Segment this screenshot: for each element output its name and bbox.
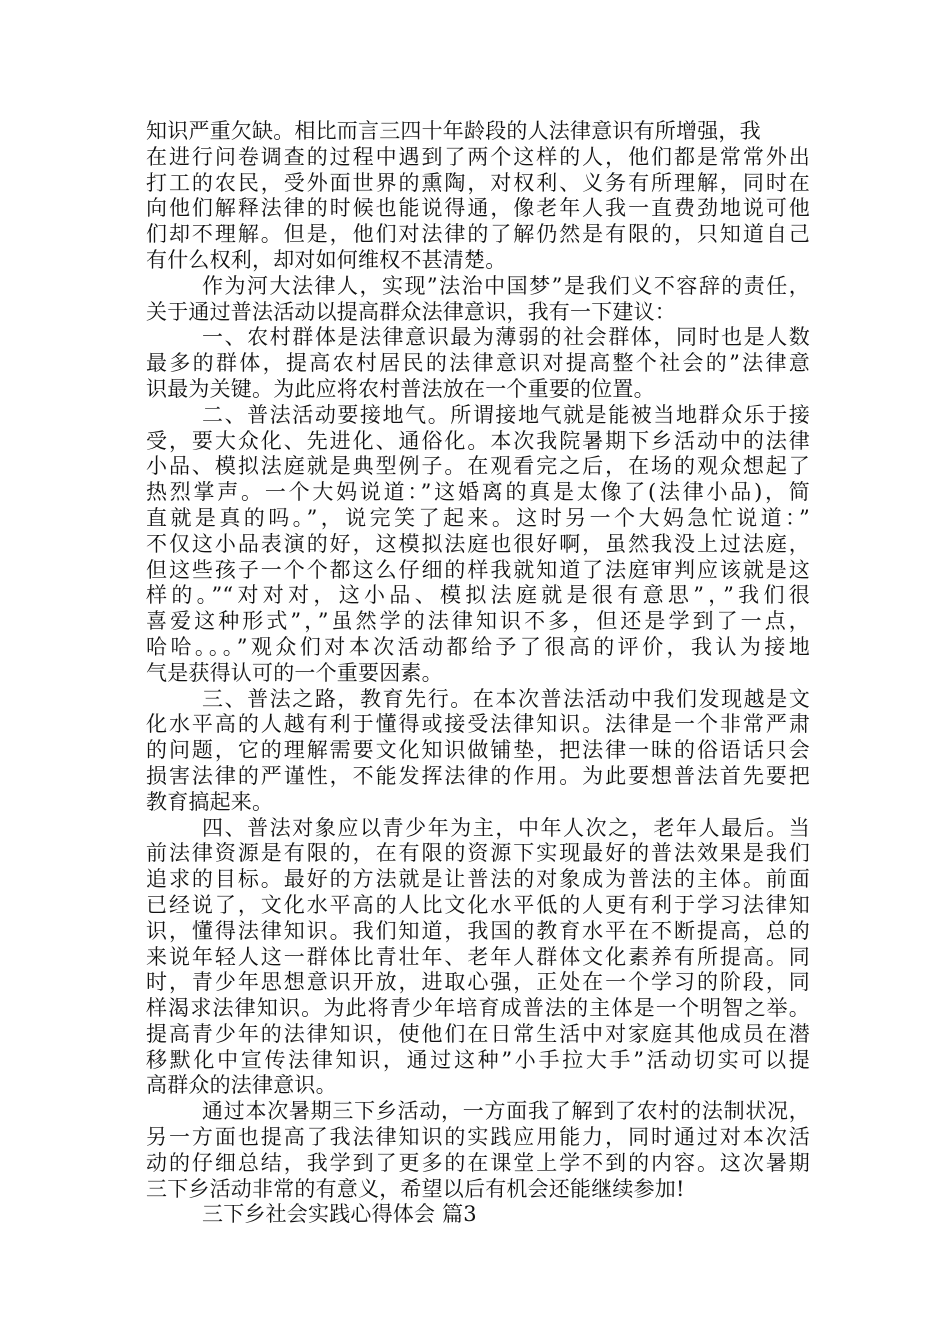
paragraph-line: 哈哈。。。”观众们对本次活动都给予了很高的评价，我认为接地 [146,634,810,659]
paragraph-line: 打工的农民，受外面世界的熏陶，对权利、义务有所理解，同时在 [146,170,810,195]
section-heading: 三下乡社会实践心得体会 篇3 [202,1202,477,1227]
paragraph-line: 有什么权利，却对如何维权不甚清楚。 [146,247,507,272]
paragraph-line: 三、普法之路，教育先行。在本次普法活动中我们发现越是文 [202,686,810,711]
paragraph-line: 样的。”“对对对，这小品、模拟法庭就是很有意思”，”我们很 [146,583,810,608]
paragraph-line: 损害法律的严谨性，不能发挥法律的作用。为此要想普法首先要把 [146,763,810,788]
paragraph-line: 来说年轻人这一群体比青壮年、老年人群体文化素养有所提高。同 [146,944,810,969]
paragraph-line: 一、农村群体是法律意识最为薄弱的社会群体，同时也是人数 [202,325,810,350]
paragraph-line: 另一方面也提高了我法律知识的实践应用能力，同时通过对本次活 [146,1125,810,1150]
paragraph-line: 追求的目标。最好的方法就是让普法的对象成为普法的主体。前面 [146,867,810,892]
paragraph-line: 高群众的法律意识。 [146,1073,337,1098]
paragraph-line: 的问题，它的理解需要文化知识做铺垫，把法律一昧的俗语话只会 [146,738,810,763]
paragraph-line: 小品、模拟法庭就是典型例子。在观看完之后，在场的观众想起了 [146,454,810,479]
paragraph-line: 们却不理解。但是，他们对法律的了解仍然是有限的，只知道自己 [146,222,810,247]
paragraph-line: 直就是真的吗。”，说完笑了起来。这时另一个大妈急忙说道：” [146,505,810,530]
paragraph-line: 最多的群体，提高农村居民的法律意识对提高整个社会的”法律意 [146,351,810,376]
paragraph-line: 通过本次暑期三下乡活动，一方面我了解到了农村的法制状况， [202,1099,810,1124]
paragraph-line: 已经说了，文化水平高的人比文化水平低的人更有利于学习法律知 [146,892,810,917]
paragraph-line: 二、普法活动要接地气。所谓接地气就是能被当地群众乐于接 [202,402,810,427]
paragraph-line: 四、普法对象应以青少年为主，中年人次之，老年人最后。当 [202,815,810,840]
paragraph-line: 不仅这小品表演的好，这模拟法庭也很好啊，虽然我没上过法庭， [146,531,810,556]
paragraph-line: 识，懂得法律知识。我们知道，我国的教育水平在不断提高，总的 [146,918,810,943]
paragraph-line: 前法律资源是有限的，在有限的资源下实现最好的普法效果是我们 [146,841,810,866]
paragraph-line: 关于通过普法活动以提高群众法律意识，我有一下建议： [146,299,676,324]
paragraph-line: 热烈掌声。一个大妈说道：”这婚离的真是太像了(法律小品)，简 [146,480,810,505]
paragraph-line: 向他们解释法律的时候也能说得通，像老年人我一直费劲地说可他 [146,196,810,221]
paragraph-line: 样渴求法律知识。为此将青少年培育成普法的主体是一个明智之举。 [146,996,810,1021]
paragraph-line: 三下乡活动非常的有意义，希望以后有机会还能继续参加! [146,1176,685,1201]
paragraph-line: 移默化中宣传法律知识，通过这种”小手拉大手”活动切实可以提 [146,1047,810,1072]
paragraph-line: 但这些孩子一个个都这么仔细的样我就知道了法庭审判应该就是这 [146,557,810,582]
paragraph-line: 在进行问卷调查的过程中遇到了两个这样的人，他们都是常常外出 [146,144,810,169]
paragraph-line: 作为河大法律人，实现”法治中国梦”是我们义不容辞的责任， [202,273,810,298]
paragraph-line: 化水平高的人越有利于懂得或接受法律知识。法律是一个非常严肃 [146,712,810,737]
paragraph-line: 动的仔细总结，我学到了更多的在课堂上学不到的内容。这次暑期 [146,1150,810,1175]
paragraph-line: 时，青少年思想意识开放，进取心强，正处在一个学习的阶段，同 [146,970,810,995]
paragraph-line: 识最为关键。为此应将农村普法放在一个重要的位置。 [146,376,655,401]
paragraph-line: 提高青少年的法律知识，使他们在日常生活中对家庭其他成员在潜 [146,1021,810,1046]
paragraph-line: 知识严重欠缺。相比而言三四十年龄段的人法律意识有所增强，我 [146,119,761,143]
paragraph-line: 喜爱这种形式”，”虽然学的法律知识不多，但还是学到了一点， [146,609,810,634]
paragraph-line: 气是获得认可的一个重要因素。 [146,660,443,685]
paragraph-line: 教育搞起来。 [146,789,274,814]
paragraph-line: 受，要大众化、先进化、通俗化。本次我院暑期下乡活动中的法律 [146,428,810,453]
